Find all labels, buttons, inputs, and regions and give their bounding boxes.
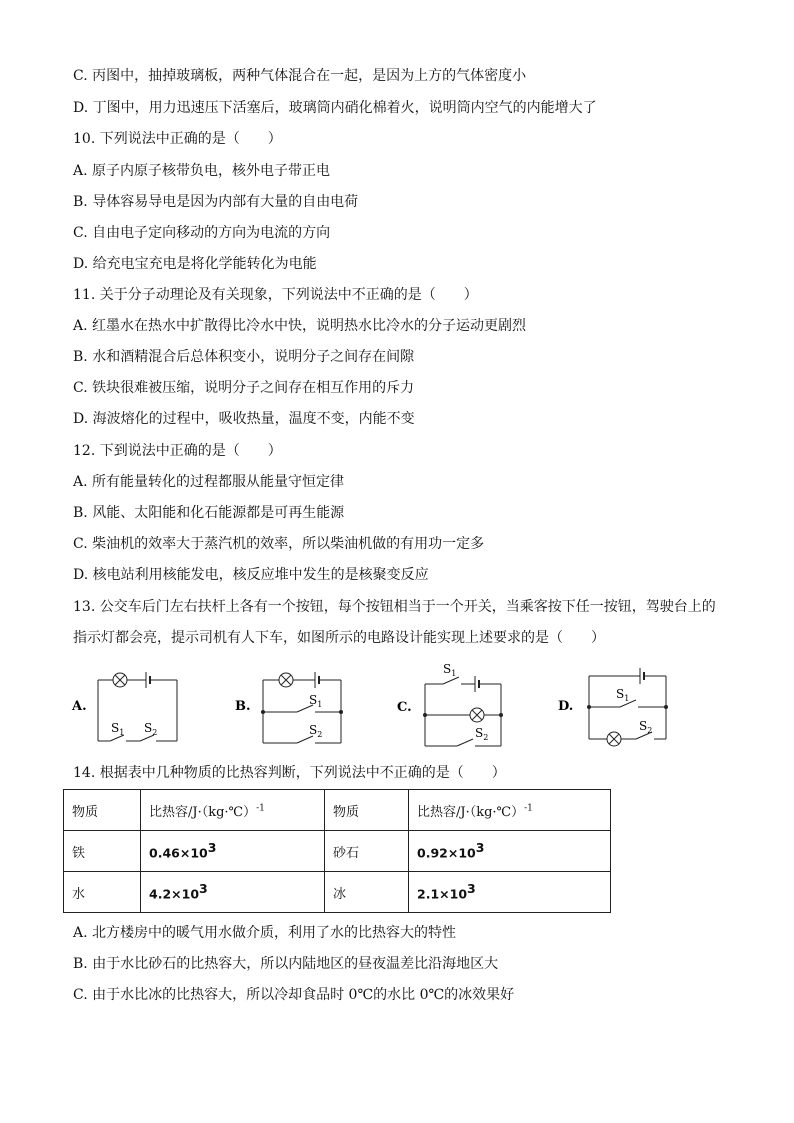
circuit-diagram-a (70, 665, 190, 749)
specific-heat-table (63, 789, 611, 913)
q11-option-b: B. 水和酒精混合后总体积变小，说明分子之间存在间隙 (73, 349, 415, 365)
q10-option-b: B. 导体容易导电是因为内部有大量的自由电荷 (73, 194, 359, 210)
q9-option-d: D. 丁图中，用力迅速压下活塞后，玻璃筒内硝化棉着火，说明筒内空气的内能增大了 (73, 100, 597, 116)
svg-text:S2: $S_2$ (639, 719, 653, 735)
value-cell: 2.1×103 (409, 872, 611, 913)
table-row (64, 790, 611, 831)
q12-option-d: D. 核电站利用核能发电，核反应堆中发生的是核聚变反应 (73, 567, 429, 583)
svg-text:S2: $S_2$ (144, 721, 158, 737)
svg-text:S1: $S_1$ (111, 721, 125, 737)
q11-option-d: D. 海波熔化的过程中，吸收热量，温度不变，内能不变 (73, 411, 415, 427)
svg-text:S2: $S_2$ (475, 726, 489, 742)
svg-text:S1: $S_1$ (309, 693, 323, 709)
q14-stem: 14. 根据表中几种物质的比热容判断，下列说法中不正确的是（ ） (73, 765, 506, 781)
circuit-diagram-b (233, 665, 353, 753)
header-capacity: 比热容/J·（kg·℃）$^{-1}$ (141, 790, 325, 831)
svg-text:S1: $S_1$ (616, 687, 630, 703)
q11-option-a: A. 红墨水在热水中扩散得比冷水中快，说明热水比冷水的分子运动更剧烈 (73, 318, 527, 334)
q10-option-a: A. 原子内原子核带负电，核外电子带正电 (73, 163, 331, 179)
circuit-d-label: D. (558, 699, 574, 714)
q9-option-c: C. 丙图中，抽掉玻璃板，两种气体混合在一起，是因为上方的气体密度小 (73, 68, 527, 84)
header-substance: 物质 (325, 790, 409, 831)
substance-cell: 水 (64, 872, 141, 913)
q13-stem: 13. 公交车后门左右扶杆上各有一个按钮，每个按钮相当于一个开关，当乘客按下任一按钮，驾驶台上的指示灯都会亮，提示司机有人下车，如图所示的电路设计能实现上述要求的是（ ） (73, 599, 716, 646)
value-cell: 0.46×103 (141, 831, 325, 872)
q14-option-b: B. 由于水比砂石的比热容大，所以内陆地区的昼夜温差比沿海地区大 (73, 956, 499, 972)
circuit-diagram-c (395, 664, 515, 754)
q10-option-c: C. 自由电子定向移动的方向为电流的方向 (73, 225, 331, 241)
q11-option-c: C. 铁块很难被压缩，说明分子之间存在相互作用的斥力 (73, 380, 415, 396)
header-substance: 物质 (64, 790, 141, 831)
circuit-c-label: C. (397, 700, 412, 715)
q12-option-a: A. 所有能量转化的过程都服从能量守恒定律 (73, 474, 345, 490)
q14-option-a: A. 北方楼房中的暖气用水做介质，利用了水的比热容大的特性 (73, 925, 457, 941)
q14-option-c: C. 由于水比冰的比热容大，所以冷却食品时 0℃的水比 0℃的冰效果好 (73, 987, 515, 1003)
circuit-b-label: B. (235, 699, 251, 714)
svg-text:S1: $S_1$ (443, 662, 457, 678)
q12-option-b: B. 风能、太阳能和化石能源都是可再生能源 (73, 505, 345, 521)
table-row (64, 831, 611, 872)
q11-stem: 11. 关于分子动理论及有关现象，下列说法中不正确的是（ ） (73, 287, 478, 303)
value-cell: 0.92×103 (409, 831, 611, 872)
value-cell: 4.2×103 (141, 872, 325, 913)
table-row (64, 872, 611, 913)
switch-s2-icon (457, 739, 473, 746)
substance-cell: 冰 (325, 872, 409, 913)
q12-option-c: C. 柴油机的效率大于蒸汽机的效率，所以柴油机做的有用功一定多 (73, 536, 485, 552)
header-capacity: 比热容/J·（kg·℃）$^{-1}$ (409, 790, 611, 831)
svg-text:S2: $S_2$ (309, 723, 323, 739)
circuit-a-label: A. (72, 699, 87, 714)
q10-option-d: D. 给充电宝充电是将化学能转化为电能 (73, 256, 317, 272)
substance-cell: 铁 (64, 831, 141, 872)
circuit-diagram-d (556, 665, 676, 751)
q12-stem: 12. 下到说法中正确的是（ ） (73, 443, 282, 459)
switch-s1-icon (443, 677, 459, 684)
switch-s2-icon (297, 736, 313, 743)
substance-cell: 砂石 (325, 831, 409, 872)
q10-stem: 10. 下列说法中正确的是（ ） (73, 131, 282, 147)
